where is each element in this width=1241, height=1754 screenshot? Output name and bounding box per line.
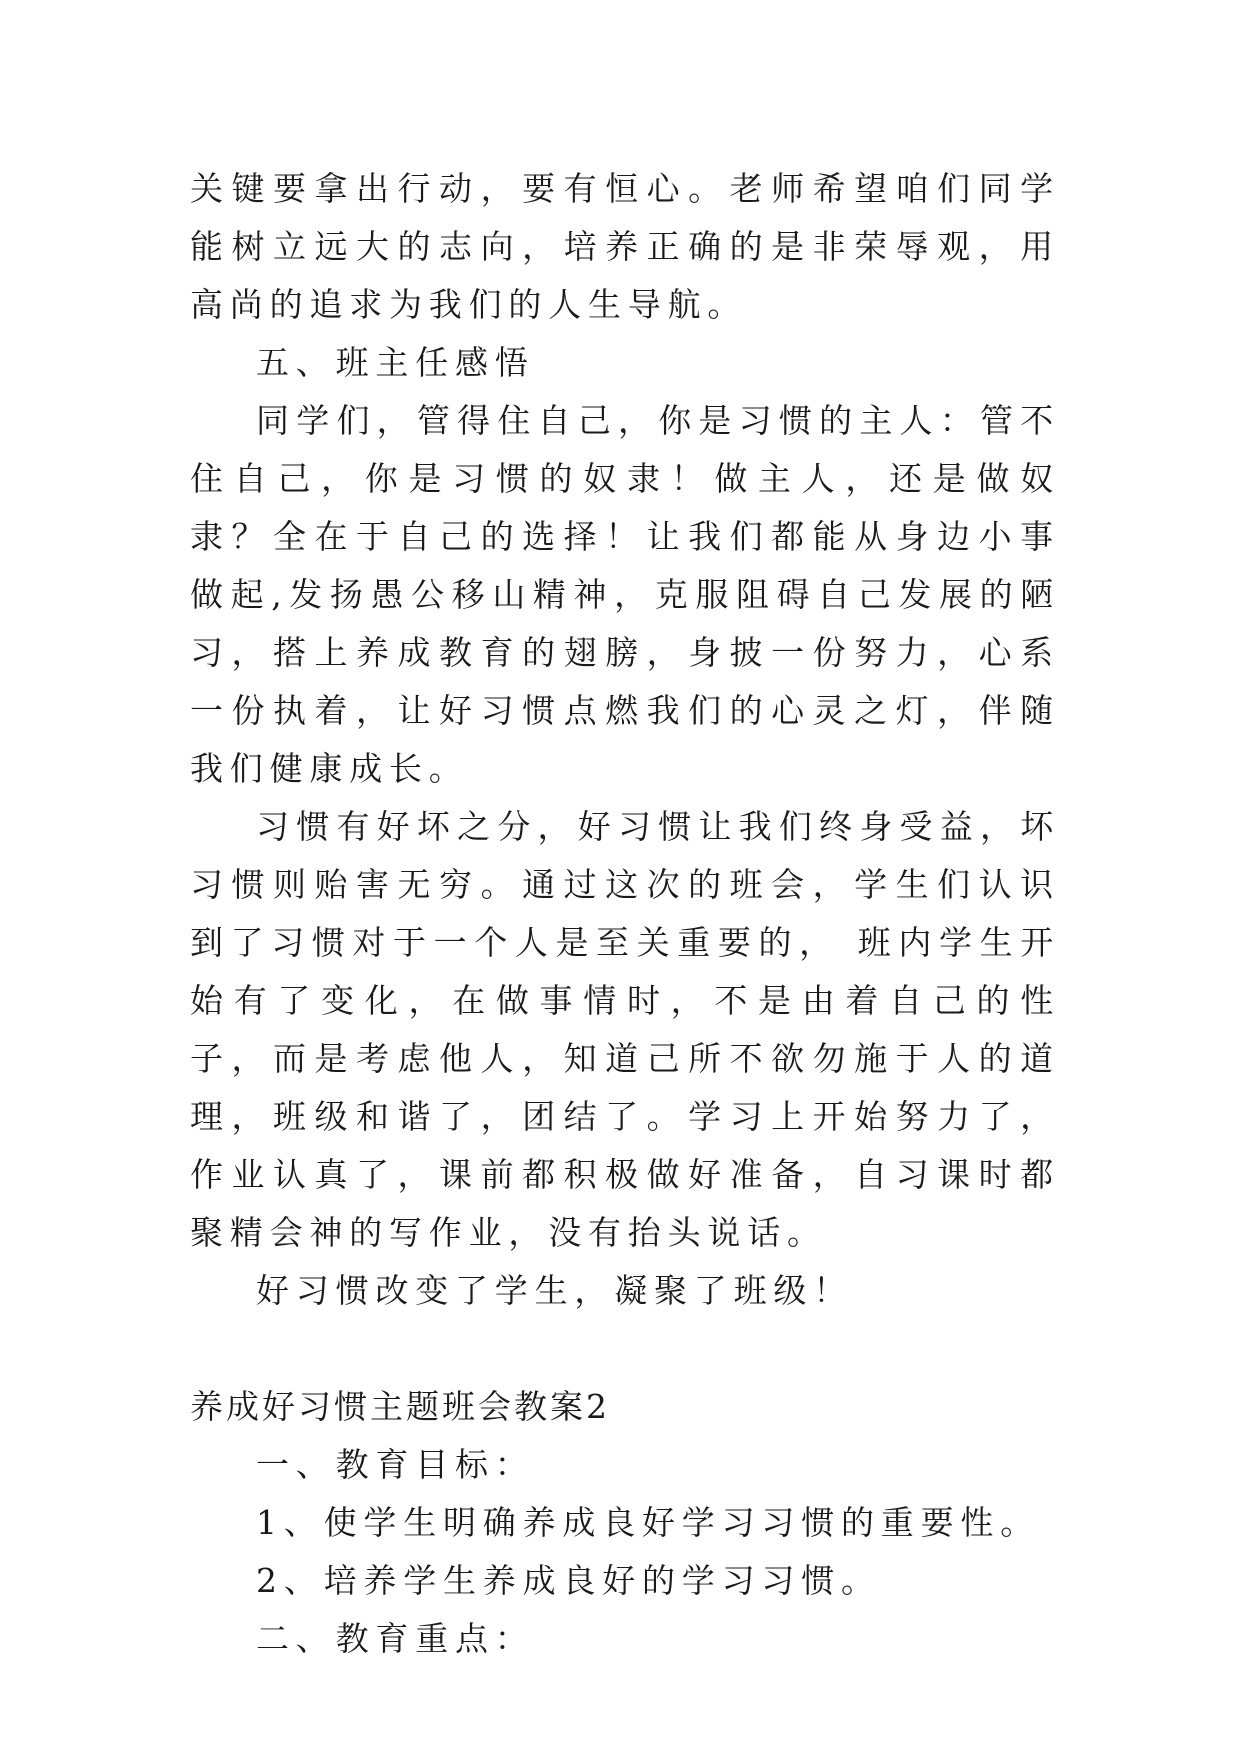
goal-item-1: 1、使学生明确养成良好学习习惯的重要性。 — [256, 1503, 1040, 1542]
lesson-plan-title: 养成好习惯主题班会教案2 — [190, 1387, 610, 1426]
paragraph-habit-master: 同学们，管得住自己，你是习惯的主人：管不住自己，你是习惯的奴隶！做主人，还是做奴隶？全在于自己的选择！让我们都能从身边小事做起,发扬愚公移山精神，克服阻碍自己发展的陋习，搭上养成教育的翅膀，身披一份努力，心系一份执着，让好习惯点燃我们的心灵之灯，伴随我们健康成长。 — [190, 401, 1060, 788]
goal-item-2: 2、培养学生养成良好的学习习惯。 — [256, 1561, 881, 1600]
paragraph-continuation: 关键要拿出行动，要有恒心。老师希望咱们同学能树立远大的志向，培养正确的是非荣辱观，用高尚的追求为我们的人生导航。 — [190, 169, 1060, 324]
section-heading-reflection: 五、班主任感悟 — [256, 343, 535, 382]
paragraph-conclusion: 好习惯改变了学生，凝聚了班级！ — [256, 1271, 853, 1310]
document-page — [190, 160, 1060, 1668]
section-heading-goals: 一、教育目标： — [256, 1445, 535, 1484]
section-heading-focus: 二、教育重点： — [256, 1619, 535, 1658]
paragraph-class-change: 习惯有好坏之分，好习惯让我们终身受益，坏习惯则贻害无穷。通过这次的班会，学生们认识到了习惯对于一个人是至关重要的， 班内学生开始有了变化，在做事情时，不是由着自己的性子，而是考虑他人，知道己所不欲勿施于人的道理，班级和谐了，团结了。学习上开始努力了，作业认真了，课前都积极做好准备，自习课时都聚精会神的写作业，没有抬头说话。 — [190, 807, 1060, 1252]
section-spacer — [190, 1320, 1060, 1378]
